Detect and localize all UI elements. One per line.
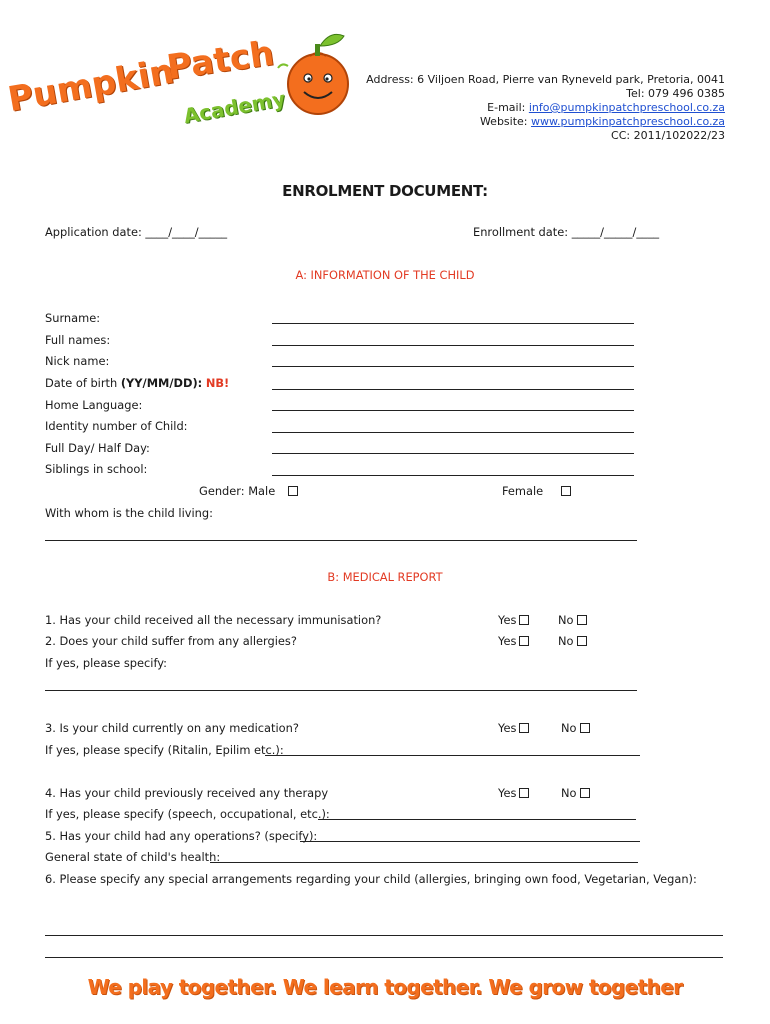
- email-link[interactable]: info@pumpkinpatchpreschool.co.za: [528, 101, 725, 114]
- living-field[interactable]: [45, 540, 637, 541]
- logo-word-academy: Academy: [181, 86, 288, 128]
- enrollment-date[interactable]: Enrollment date: _____/_____/____: [473, 225, 660, 239]
- full-names-label: Full names:: [45, 333, 111, 347]
- q4-no-label: No: [561, 786, 577, 800]
- q5-text: 5. Has your child had any operations? (specify):: [45, 829, 318, 843]
- dob-field[interactable]: [272, 389, 634, 390]
- website-link[interactable]: www.pumpkinpatchpreschool.co.za: [531, 115, 725, 128]
- q2-no-label: No: [558, 634, 574, 648]
- contact-block: [366, 73, 725, 143]
- q6-field-line-1[interactable]: [45, 935, 723, 936]
- full-half-day-label: Full Day/ Half Day:: [45, 441, 150, 455]
- q3-specify-field[interactable]: [265, 755, 640, 756]
- q2-yes-label: Yes: [498, 634, 517, 648]
- home-language-field[interactable]: [272, 410, 634, 411]
- full-half-day-field[interactable]: [272, 453, 634, 454]
- q1-no-checkbox[interactable]: [577, 615, 587, 625]
- q3-specify-label: If yes, please specify (Ritalin, Epilim etc.):: [45, 743, 284, 757]
- q1-yes: [498, 613, 529, 627]
- q4-yes-label: Yes: [498, 786, 517, 800]
- q5-field[interactable]: [300, 841, 640, 842]
- email-label: E-mail:: [487, 101, 529, 114]
- logo-word-patch: Patch: [164, 33, 277, 88]
- q4-no: [561, 786, 590, 800]
- section-a-heading: A: INFORMATION OF THE CHILD: [295, 268, 475, 282]
- surname-field[interactable]: [272, 323, 634, 324]
- tel-text: Tel: 079 496 0385: [626, 87, 725, 100]
- dob-prefix: Date of birth: [45, 376, 121, 390]
- gender-female-checkbox[interactable]: [561, 486, 571, 496]
- dob-label: [45, 376, 229, 390]
- q2-text: 2. Does your child suffer from any allergies?: [45, 634, 297, 648]
- q6-text: 6. Please specify any special arrangements regarding your child (allergies, bringing own food, Vegetarian, Vegan):: [45, 872, 697, 886]
- q3-yes-checkbox[interactable]: [519, 723, 529, 733]
- logo-word-pumpkin: Pumpkin: [5, 51, 177, 120]
- footer-slogan: We play together. We learn together. We grow together: [87, 975, 683, 999]
- surname-label: Surname:: [45, 311, 101, 325]
- q2-if-yes-label: If yes, please specify:: [45, 656, 168, 670]
- q4-text: 4. Has your child previously received any therapy: [45, 786, 329, 800]
- school-logo: [5, 14, 350, 154]
- document-title: ENROLMENT DOCUMENT:: [282, 182, 488, 200]
- q4-specify-label: If yes, please specify (speech, occupational, etc.):: [45, 807, 330, 821]
- q1-no-label: No: [558, 613, 574, 627]
- q2-yes-checkbox[interactable]: [519, 636, 529, 646]
- siblings-field[interactable]: [272, 475, 634, 476]
- dob-format: (YY/MM/DD):: [120, 376, 203, 390]
- full-names-field[interactable]: [272, 345, 634, 346]
- dob-nb: NB!: [205, 376, 230, 390]
- q3-no-checkbox[interactable]: [580, 723, 590, 733]
- siblings-label: Siblings in school:: [45, 462, 148, 476]
- q3-yes-label: Yes: [498, 721, 517, 735]
- section-b-heading: B: MEDICAL REPORT: [327, 570, 443, 584]
- identity-label: Identity number of Child:: [45, 419, 188, 433]
- website-row: [366, 115, 725, 129]
- home-language-label: Home Language:: [45, 398, 143, 412]
- q1-text: 1. Has your child received all the necessary immunisation?: [45, 613, 382, 627]
- q2-no-checkbox[interactable]: [577, 636, 587, 646]
- q4-no-checkbox[interactable]: [580, 788, 590, 798]
- q1-yes-checkbox[interactable]: [519, 615, 529, 625]
- q4-yes: [498, 786, 529, 800]
- q4-specify-field[interactable]: [318, 819, 636, 820]
- gender-male-label: Gender: Male: [199, 484, 276, 498]
- general-health-label: General state of child's health:: [45, 850, 221, 864]
- address-text: Address: 6 Viljoen Road, Pierre van Ryneveld park, Pretoria, 0041: [366, 73, 725, 86]
- q2-no: [558, 634, 587, 648]
- q2-specify-field[interactable]: [45, 690, 637, 691]
- identity-field[interactable]: [272, 432, 634, 433]
- living-label: With whom is the child living:: [45, 506, 213, 520]
- q6-field-line-2[interactable]: [45, 957, 723, 958]
- website-label: Website:: [479, 115, 532, 128]
- q3-no-label: No: [561, 721, 577, 735]
- q3-yes: [498, 721, 529, 735]
- q4-yes-checkbox[interactable]: [519, 788, 529, 798]
- gender-female-label: Female: [502, 484, 544, 498]
- q2-yes: [498, 634, 529, 648]
- application-date[interactable]: Application date: ____/____/_____: [45, 225, 228, 239]
- email-row: [366, 101, 725, 115]
- gender-male-checkbox[interactable]: [288, 486, 298, 496]
- q1-no: [558, 613, 587, 627]
- nick-name-label: Nick name:: [45, 354, 110, 368]
- q1-yes-label: Yes: [498, 613, 517, 627]
- cc-text: CC: 2011/102022/23: [611, 129, 725, 142]
- general-health-field[interactable]: [210, 862, 638, 863]
- q3-no: [561, 721, 590, 735]
- nick-name-field[interactable]: [272, 366, 634, 367]
- q3-text: 3. Is your child currently on any medication?: [45, 721, 299, 735]
